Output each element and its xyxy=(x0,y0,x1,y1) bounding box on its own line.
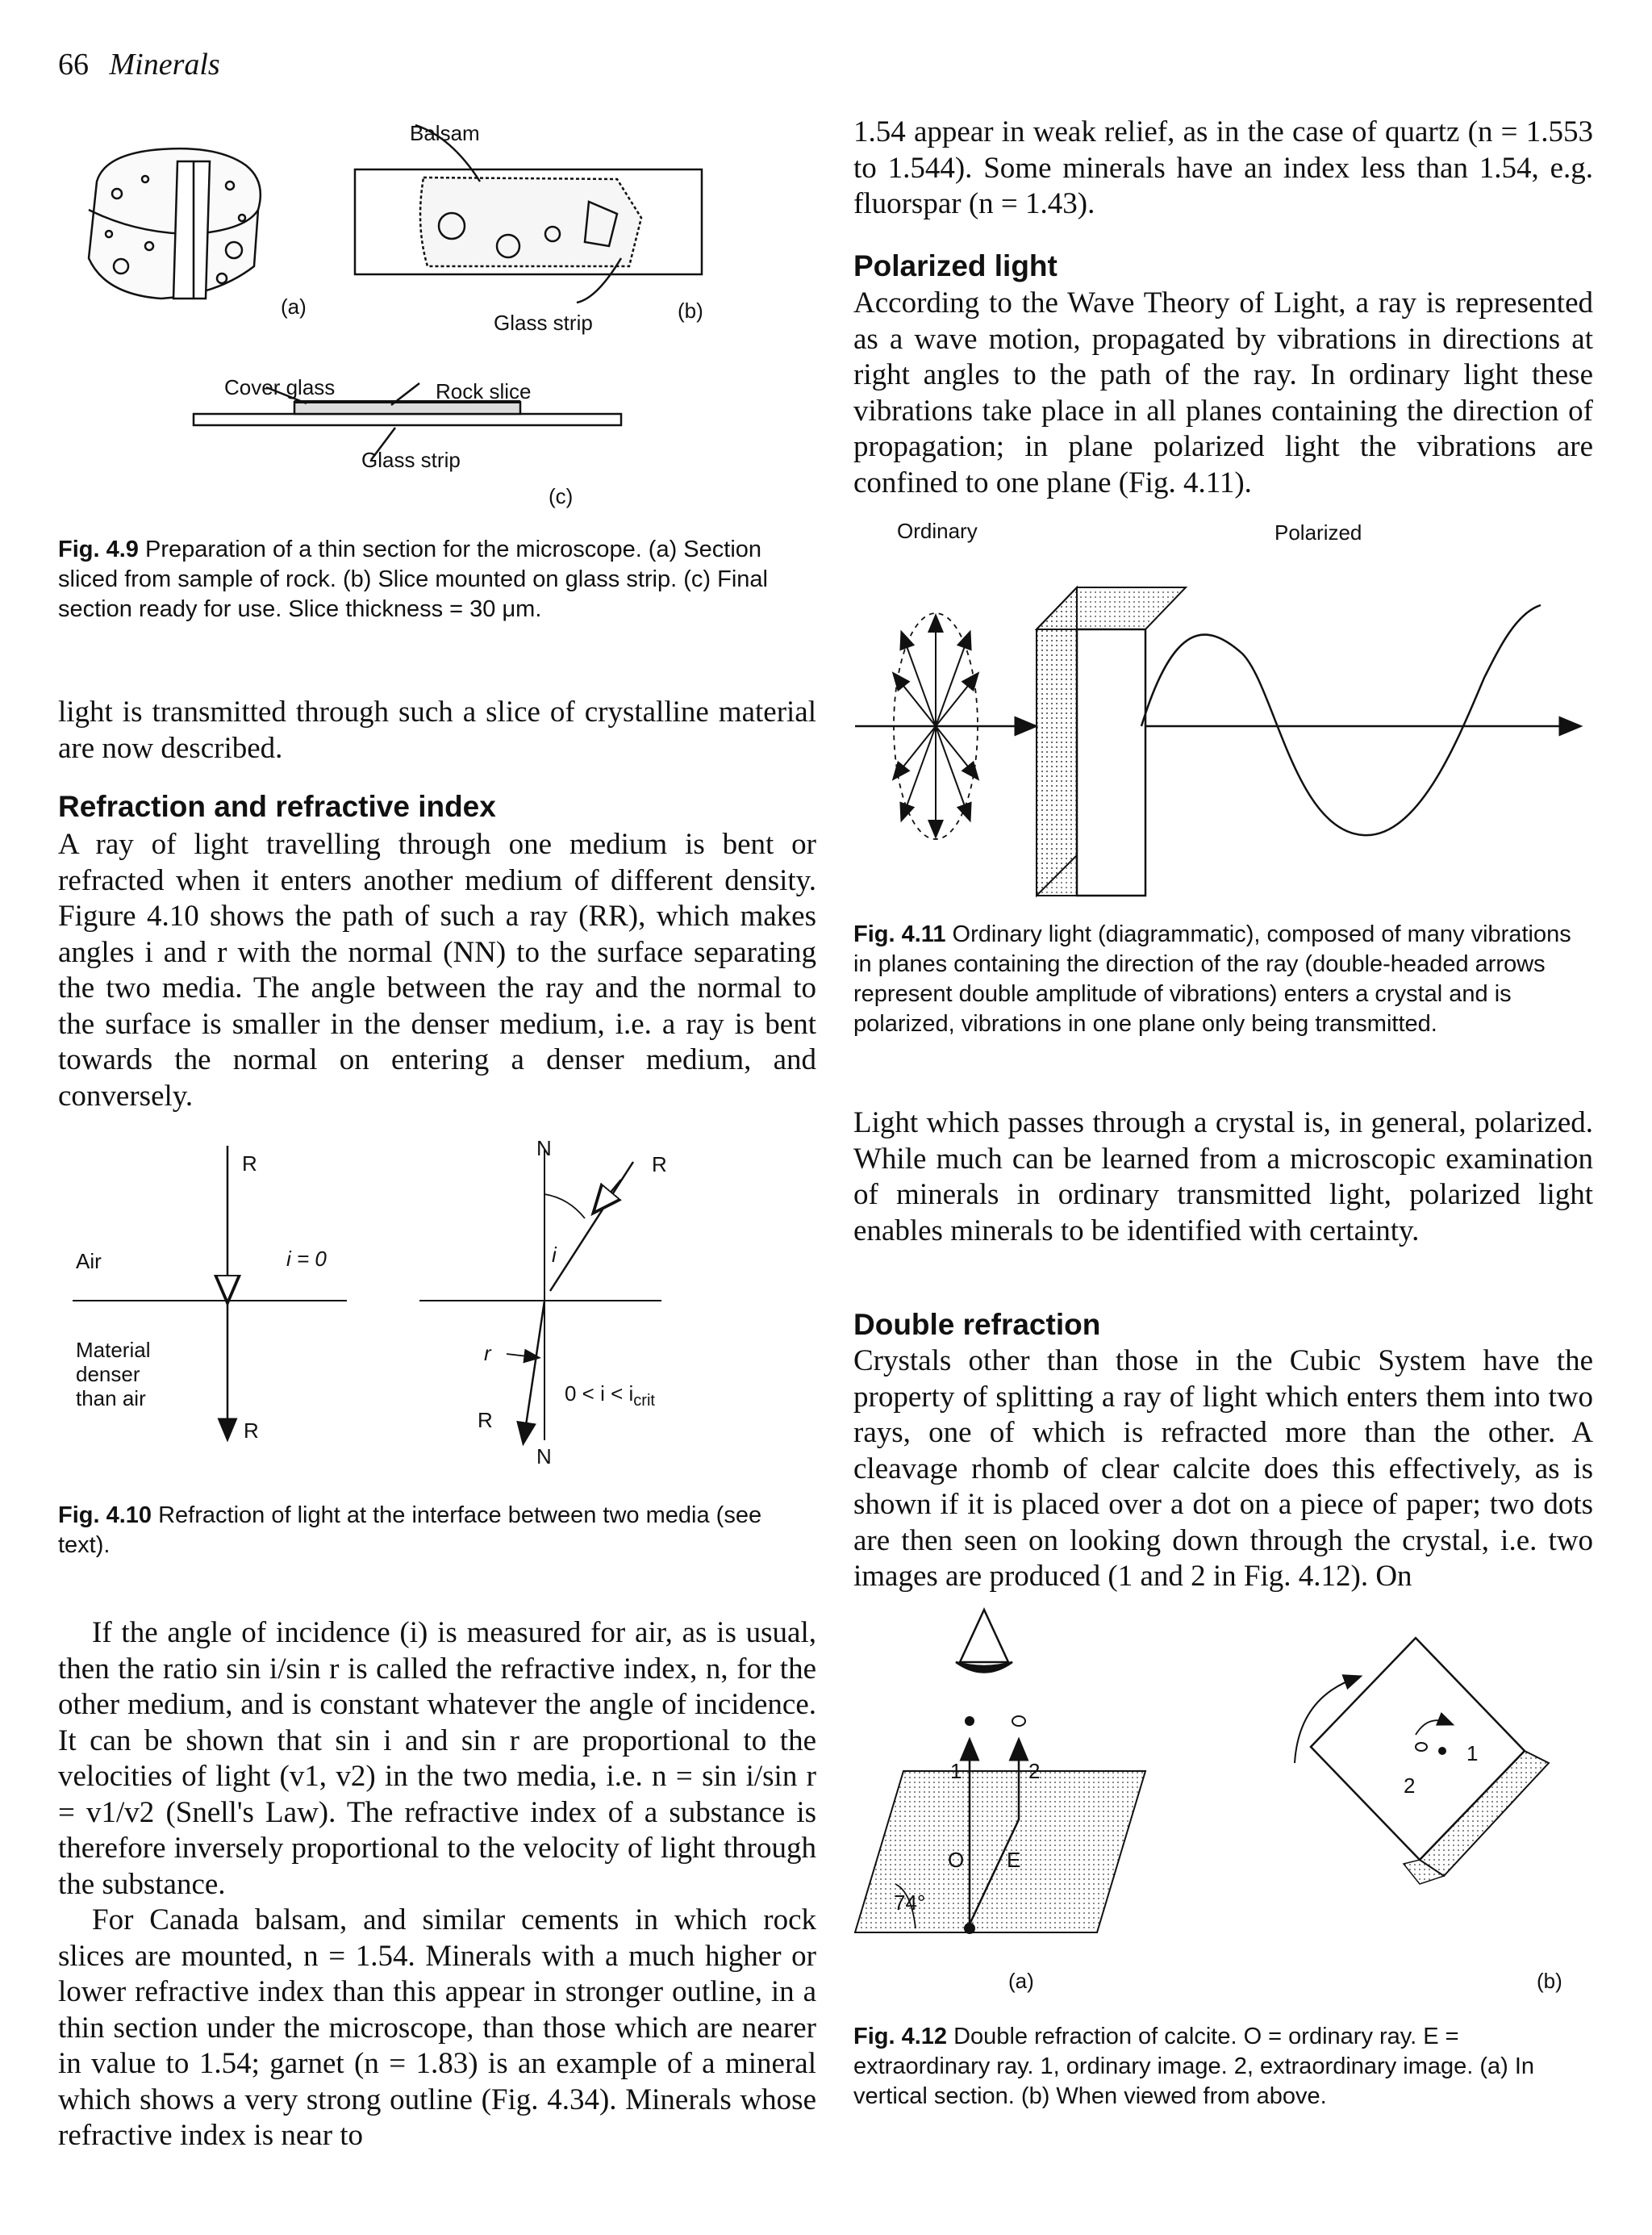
fig410-material: Material xyxy=(76,1338,151,1362)
image-dot-1 xyxy=(965,1716,974,1726)
fig412-b-label-2: 2 xyxy=(1404,1773,1416,1798)
fig410-crit: $0 < i < i_{crit}$ xyxy=(565,1381,655,1410)
fig49-label-balsam: Balsam xyxy=(410,121,480,145)
fig410-i-zero: i = 0 xyxy=(286,1247,327,1271)
running-title: Minerals xyxy=(109,48,220,81)
fig410-n-bottom: N xyxy=(536,1444,552,1468)
ray-refracted-right xyxy=(524,1301,544,1436)
left-para-top: light is transmitted through such a slice of crystalline material are now described. xyxy=(58,696,816,765)
fig412-label-2: 2 xyxy=(1028,1759,1041,1783)
source-dot xyxy=(964,1923,975,1934)
fig410-r-right-bottom: R xyxy=(478,1408,493,1432)
fig-4-10-caption xyxy=(58,1501,816,1560)
fig-4-12-diagram xyxy=(847,1602,1589,1989)
fig-4-9-caption-text: Preparation of a thin section for the microscope. (a) Section sliced from sample of rock. (b) Slice mounted on glass strip. (c) Final section ready for use. Slice thickness = 30 μm. xyxy=(58,537,768,622)
fig410-air: Air xyxy=(76,1249,102,1273)
fig412-label-b: (b) xyxy=(1537,1969,1562,1993)
fig-4-11-caption-number: Fig. 4.11 xyxy=(853,921,946,947)
image-dot-2 xyxy=(1012,1716,1025,1726)
fig-4-10-caption-number: Fig. 4.10 xyxy=(58,1502,152,1528)
fig-4-11-diagram xyxy=(847,557,1589,896)
rock-sample-block xyxy=(89,148,261,299)
heading-refraction: Refraction and refractive index xyxy=(58,790,496,823)
right-para-top: 1.54 appear in weak relief, as in the case of quartz (n = 1.553 to 1.544). Some minerals have an index less than 1.54, e.g. fluorspar (n = 1.43). xyxy=(853,115,1593,220)
fig-4-10-diagram xyxy=(65,1130,710,1477)
fig49-label-c: (c) xyxy=(549,484,574,508)
fig-4-9-caption xyxy=(58,535,816,625)
fig-4-11-caption-text: Ordinary light (diagrammatic), composed of many vibrations in planes containing the direction of the ray (double-headed arrows represent double amplitude of vibrations) enters a crystal and is polarized, vibrations in one plane only being transmitted. xyxy=(853,921,1571,1037)
fig410-r-top: R xyxy=(242,1151,257,1176)
right-para-light: Light which passes through a crystal is, in general, polarized. While much can be learned from a microscopic examination of minerals in ordinary transmitted light, polarized light enables minerals to be identified with certainty. xyxy=(853,1106,1593,1247)
fig412-label-1: 1 xyxy=(950,1759,962,1783)
fig410-r-bottom: R xyxy=(244,1418,259,1443)
left-para-refraction: A ray of light travelling through one medium is bent or refracted when it enters another medium of different density. Figure 4.10 shows the path of such a ray (RR), which makes angles i and r with the normal (NN) to the surface separating the two media. The angle between the ray and the normal to the surface is smaller in the denser medium, i.e. a ray is bent towards the normal on entering a denser medium, and conversely. xyxy=(58,828,816,1113)
fig-4-10-caption-text: Refraction of light at the interface between two media (see text). xyxy=(58,1502,762,1558)
glass-strip-b xyxy=(355,125,702,303)
fig412-label-angle: 74° xyxy=(894,1890,926,1915)
angle-r-pointer xyxy=(507,1354,534,1357)
fig412-label-a: (a) xyxy=(1008,1969,1034,1993)
polarized-wave xyxy=(1141,605,1541,835)
fig49-label-a: (a) xyxy=(281,295,307,319)
crystal-slab xyxy=(1037,587,1186,896)
fig412-label-e: E xyxy=(1007,1848,1021,1872)
left-para-index: If the angle of incidence (i) is measured for air, as is usual, then the ratio sin i/sin r is called the refractive index, n, for the other medium, and is constant whatever the angle of incidence. It can be shown that sin i and sin r are proportional to the velocities of light (v1, v2) in the two media, i.e. n = sin i/sin r = v1/v2 (Snell's Law). The refractive index of a substance is therefore inversely proportional to the velocity of light through the substance. For Canada balsam, and similar cements in which rock slices are mounted, n = 1.54. Minerals with a much higher or lower refractive index than this appear in stronger outline, in a thin section under the microscope, than those which are nearer in value to 1.54; garnet (n = 1.83) is an example of a mineral which shows a very strong outline (Fig. 4.34). Minerals whose refractive index is near to xyxy=(58,1616,816,2152)
angle-i-arc xyxy=(544,1194,585,1218)
fig411-ordinary: Ordinary xyxy=(897,519,978,543)
fig410-r-right-top: R xyxy=(652,1152,667,1176)
b-image-dot-1 xyxy=(1438,1747,1446,1755)
fig-4-12-caption-number: Fig. 4.12 xyxy=(853,2024,948,2049)
heading-polarized: Polarized light xyxy=(853,249,1058,282)
calcite-rhomb-top-view xyxy=(1311,1638,1549,1884)
running-header xyxy=(58,47,220,82)
fig412-b-label-1: 1 xyxy=(1466,1741,1479,1765)
fig49-label-rock-slice: Rock slice xyxy=(436,379,532,403)
heading-double-refraction: Double refraction xyxy=(853,1308,1101,1341)
fig49-label-glass-strip-c: Glass strip xyxy=(361,448,461,472)
fig49-label-glass-strip-b: Glass strip xyxy=(494,311,593,335)
fig411-polarized: Polarized xyxy=(1274,520,1362,545)
fig410-denser: denser xyxy=(76,1362,140,1386)
fig-4-12-caption-text: Double refraction of calcite. O = ordinary ray. E = extraordinary ray. 1, ordinary image. 2, extraordinary image. (a) In vertical section. (b) When viewed from above. xyxy=(853,2024,1535,2109)
fig-4-12-caption xyxy=(853,2022,1593,2112)
right-para-double: Crystals other than those in the Cubic System have the property of splitting a ray of light which enters them into two rays, one of which is refracted more than the other. A cleavage rhomb of clear calcite does this effectively, as is shown if it is placed over a dot on a piece of paper; two dots are then seen on looking down through the crystal, i.e. two images are produced (1 and 2 in Fig. 4.12). On xyxy=(853,1344,1593,1593)
eye-icon xyxy=(956,1610,1012,1673)
fig410-than-air: than air xyxy=(76,1386,146,1410)
fig49-label-cover-glass: Cover glass xyxy=(224,375,336,399)
fig412-label-o: O xyxy=(948,1848,965,1872)
fig410-n-top: N xyxy=(536,1136,552,1160)
fig-4-11-caption xyxy=(853,920,1593,1039)
fig410-angle-i: i xyxy=(552,1243,557,1267)
fig49-label-b: (b) xyxy=(678,299,703,323)
right-para-polarized: According to the Wave Theory of Light, a ray is represented as a wave motion, propagated by vibrations in directions at right angles to the path of the ray. In ordinary light these vibrations take place in all planes containing the direction of propagation; in plane polarized light the vibrations are confined to one plane (Fig. 4.11). xyxy=(853,286,1593,499)
fig-4-9-caption-number: Fig. 4.9 xyxy=(58,537,139,562)
fig410-angle-r: r xyxy=(484,1341,491,1365)
page-number: 66 xyxy=(58,48,89,81)
